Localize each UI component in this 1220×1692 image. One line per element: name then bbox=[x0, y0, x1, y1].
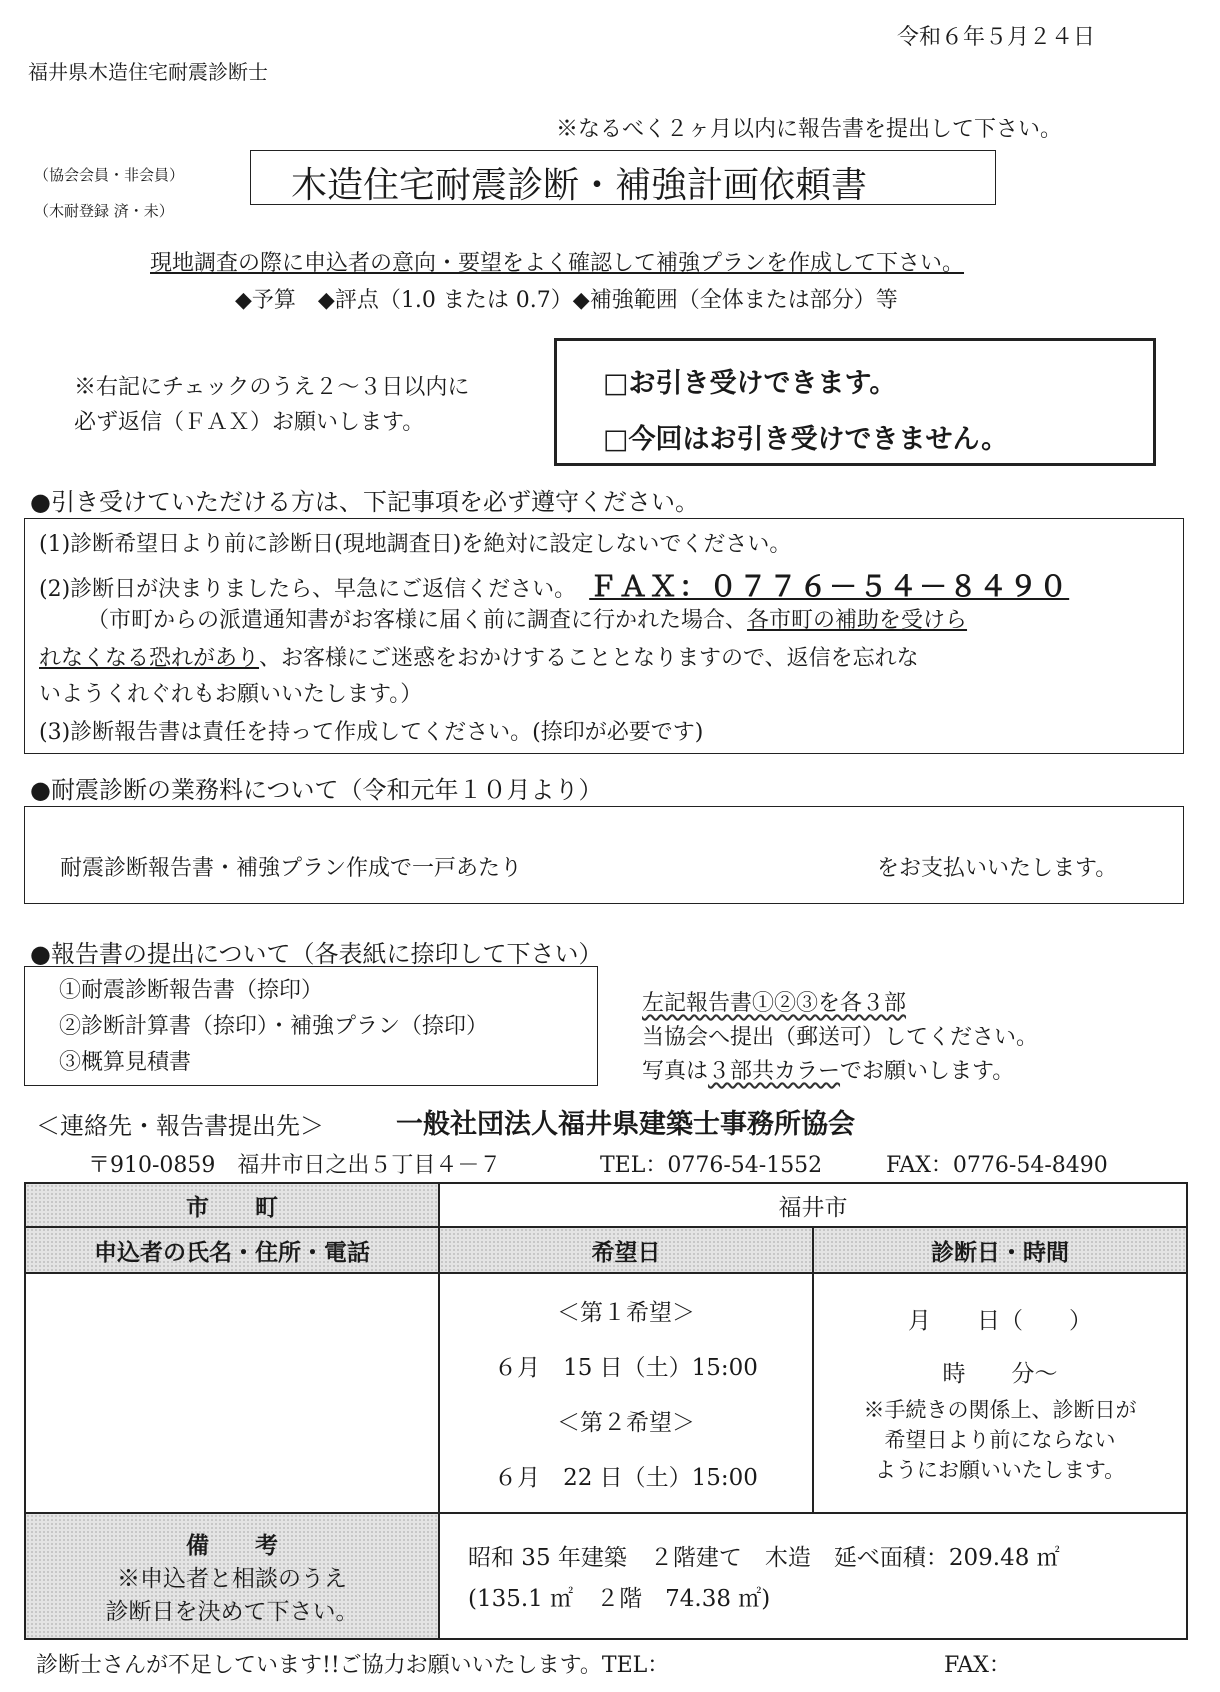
rule-2-note-underlined-2: れなくなる恐れがあり bbox=[39, 646, 260, 671]
rule-3: (3)診断報告書は責任を持って作成してください。(捺印が必要です) bbox=[39, 720, 704, 745]
membership-status: （協会会員・非会員） bbox=[34, 166, 185, 184]
report-item-2: ②診断計算書（捺印）・補強プラン（捺印） bbox=[59, 1014, 489, 1039]
recipient: 福井県木造住宅耐震診断士 bbox=[28, 60, 268, 84]
rule-2-note-underlined: 各市町の補助を受けら bbox=[747, 608, 968, 633]
report-note-text: 写真は bbox=[642, 1059, 709, 1084]
remarks-label: 備 考 bbox=[186, 1532, 278, 1559]
diagnosis-note-1: ※手続きの関係上、診断日が bbox=[863, 1398, 1137, 1422]
report-note-color: ３部共カラー bbox=[708, 1059, 841, 1084]
wish-label-cell bbox=[439, 1227, 813, 1273]
fee-text-right: をお支払いいたします。 bbox=[877, 856, 1118, 881]
organization-name: 一般社団法人福井県建築士事務所協会 bbox=[396, 1109, 855, 1140]
accept-checkbox[interactable]: □お引き受けできます。 bbox=[603, 368, 897, 399]
city-value: 福井市 bbox=[778, 1194, 848, 1221]
report-item-1: ①耐震診断報告書（捺印） bbox=[59, 978, 324, 1003]
remarks-value-cell[interactable] bbox=[439, 1513, 1187, 1639]
applicant-label: 申込者の氏名・住所・電話 bbox=[94, 1239, 370, 1266]
rule-2-text: (2)診断日が決まりましたら、早急にご返信ください。 bbox=[39, 577, 577, 602]
diagnosis-date-label: 診断日・時間 bbox=[931, 1239, 1069, 1266]
first-choice-date: ６月 15 日（土）15:00 bbox=[494, 1355, 758, 1381]
report-heading: ●報告書の提出について（各表紙に捺印して下さい） bbox=[30, 940, 603, 968]
fee-text-left: 耐震診断報告書・補強プラン作成で一戸あたり bbox=[60, 856, 523, 881]
application-form-table bbox=[24, 1182, 1188, 1640]
remarks-note-2: 診断日を決めて下さい。 bbox=[105, 1598, 359, 1625]
footer-message: 診断士さんが不足しています!!ご協力お願いいたします。TEL： bbox=[36, 1653, 670, 1678]
diagnosis-note-2: 希望日より前にならない bbox=[884, 1428, 1116, 1452]
deadline-note: ※なるべく２ヶ月以内に報告書を提出して下さい。 bbox=[556, 117, 1063, 142]
rule-2-note-line-1 bbox=[87, 603, 967, 634]
rule-1: (1)診断希望日より前に診断日(現地調査日)を絶対に設定しないでください。 bbox=[39, 532, 792, 557]
city-label: 市 町 bbox=[186, 1194, 278, 1221]
report-note-line-2: 当協会へ提出（郵送可）してください。 bbox=[642, 1025, 1039, 1050]
building-info: 昭和 35 年建築 ２階建て 木造 延べ面積：209.48 ㎡ bbox=[468, 1545, 1060, 1571]
fee-box bbox=[24, 806, 1184, 904]
registration-status: （木耐登録 済・未） bbox=[34, 202, 174, 220]
reply-checkbox-box bbox=[554, 338, 1156, 466]
title-box bbox=[250, 150, 996, 205]
fax-number: ＦＡＸ：０７７６－５４－８４９０ bbox=[589, 570, 1070, 603]
report-note-text-end: でお願いします。 bbox=[840, 1059, 1015, 1084]
rules-box bbox=[24, 518, 1184, 754]
document-title: 木造住宅耐震診断・補強計画依頼書 bbox=[291, 165, 868, 206]
applicant-label-cell bbox=[25, 1227, 439, 1273]
remarks-note-1: ※申込者と相談のうえ bbox=[117, 1565, 347, 1592]
org-fax: FAX：0776-54-8490 bbox=[886, 1153, 1108, 1178]
rule-2-note-text-2: 、お客様にご迷惑をおかけすることとなりますので、返信を忘れな bbox=[259, 646, 919, 671]
instruction-line-2: ◆予算 ◆評点（1.0 または 0.7）◆補強範囲（全体または部分）等 bbox=[235, 288, 898, 313]
decline-checkbox[interactable]: □今回はお引き受けできません。 bbox=[603, 424, 1009, 455]
report-note-line-1: 左記報告書①②③を各３部 bbox=[642, 991, 907, 1016]
reply-note-line-1: ※右記にチェックのうえ２～３日以内に bbox=[74, 375, 470, 400]
rule-2 bbox=[39, 565, 1069, 605]
city-value-cell[interactable] bbox=[439, 1183, 1187, 1227]
document-date: 令和６年５月２４日 bbox=[897, 25, 1096, 50]
report-item-3: ③概算見積書 bbox=[59, 1050, 192, 1075]
city-label-cell bbox=[25, 1183, 439, 1227]
second-choice-label: ＜第２希望＞ bbox=[557, 1410, 695, 1436]
rule-2-note-line-3: いようくれぐれもお願いいたします。） bbox=[39, 682, 423, 707]
contact-label: ＜連絡先・報告書提出先＞ bbox=[36, 1112, 324, 1140]
second-choice-date: ６月 22 日（土）15:00 bbox=[494, 1465, 758, 1491]
footer-fax: FAX： bbox=[944, 1653, 1011, 1678]
report-items-box bbox=[24, 966, 598, 1086]
fee-heading: ●耐震診断の業務料について（令和元年１０月より） bbox=[30, 776, 603, 804]
floor-area-info: (135.1 ㎡ ２階 74.38 ㎡) bbox=[468, 1586, 771, 1612]
wish-dates-cell[interactable] bbox=[439, 1273, 813, 1513]
reply-note-line-2: 必ず返信（ＦＡＸ）お願いします。 bbox=[74, 410, 425, 435]
applicant-info-cell[interactable] bbox=[25, 1273, 439, 1513]
org-tel: TEL：0776-54-1552 bbox=[600, 1153, 823, 1178]
rules-heading: ●引き受けていただける方は、下記事項を必ず遵守ください。 bbox=[30, 488, 699, 516]
rule-2-note-line-2 bbox=[39, 641, 919, 672]
org-address: 〒910-0859 福井市日之出５丁目４－７ bbox=[88, 1153, 502, 1178]
diagnosis-time-field[interactable]: 時 分～ bbox=[942, 1361, 1058, 1387]
wish-date-label: 希望日 bbox=[591, 1239, 661, 1266]
remarks-label-cell bbox=[25, 1513, 439, 1639]
diagnosis-datetime-cell[interactable] bbox=[813, 1273, 1187, 1513]
diag-label-cell bbox=[813, 1227, 1187, 1273]
diagnosis-note-3: ようにお願いいたします。 bbox=[874, 1458, 1126, 1482]
first-choice-label: ＜第１希望＞ bbox=[557, 1300, 695, 1326]
report-note-line-3 bbox=[642, 1054, 1014, 1085]
instruction-line-1: 現地調査の際に申込者の意向・要望をよく確認して補強プランを作成して下さい。 bbox=[150, 251, 965, 276]
rule-2-note-text: （市町からの派遣通知書がお客様に届く前に調査に行かれた場合、 bbox=[87, 608, 748, 633]
diagnosis-date-field[interactable]: 月 日（ ） bbox=[908, 1308, 1092, 1334]
